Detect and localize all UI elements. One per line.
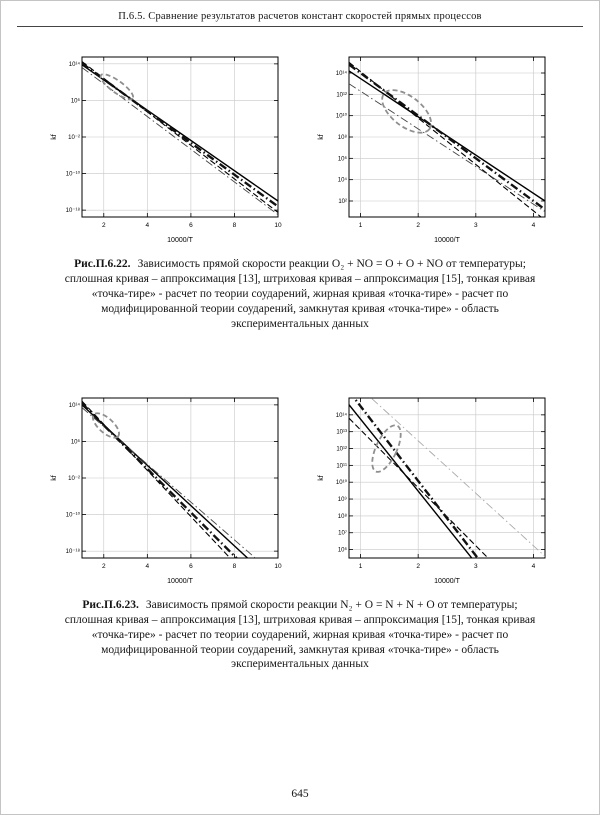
svg-text:10¹²: 10¹²: [336, 92, 347, 99]
figure-p-6-23: [1, 390, 599, 673]
svg-text:10¹²: 10¹²: [336, 446, 347, 453]
chart-n2-o-narrow-range: [315, 390, 552, 586]
svg-text:4: 4: [531, 222, 536, 229]
figure-caption-text: Зависимость прямой скорости реакции N₂ + O = N + N + O от температуры; сплошная кривая – аппроксимация [13], штриховая кривая – аппроксимация [15], тонкая кривая «точка-тире» - расчет по теории соударений, жирная кривая «точка-тире» - расчет по модифицированной теории соударений, замкнутая кривая «точка-тире» - область экспериментальных данных: [64, 598, 536, 671]
svg-text:kf: kf: [318, 134, 325, 140]
svg-text:10⁸: 10⁸: [337, 513, 347, 520]
svg-text:3: 3: [474, 222, 478, 229]
svg-text:4: 4: [531, 562, 536, 570]
svg-text:10⁶: 10⁶: [70, 98, 80, 105]
svg-text:2: 2: [416, 222, 420, 229]
svg-text:6: 6: [189, 562, 193, 570]
svg-text:10⁻¹⁸: 10⁻¹⁸: [65, 548, 80, 555]
figure-caption-p-6-22: [59, 257, 541, 332]
svg-text:10¹⁴: 10¹⁴: [335, 412, 347, 419]
figure-p-6-22: [1, 49, 599, 332]
svg-text:10⁷: 10⁷: [338, 530, 347, 537]
svg-text:4: 4: [145, 222, 150, 229]
svg-text:10¹³: 10¹³: [336, 429, 347, 436]
svg-text:4: 4: [145, 562, 150, 570]
page-footer: [1, 788, 599, 800]
svg-text:kf: kf: [318, 474, 325, 481]
svg-text:10000/T: 10000/T: [167, 237, 193, 244]
svg-text:10000/T: 10000/T: [167, 577, 193, 585]
svg-text:3: 3: [474, 562, 478, 570]
svg-text:10000/T: 10000/T: [434, 577, 460, 585]
svg-text:10¹⁴: 10¹⁴: [68, 402, 80, 409]
page-header: [1, 1, 599, 27]
svg-text:10⁻¹⁸: 10⁻¹⁸: [65, 208, 80, 215]
header-rule: [17, 26, 583, 27]
svg-text:kf: kf: [51, 134, 58, 140]
svg-text:kf: kf: [51, 474, 58, 481]
svg-text:1: 1: [358, 562, 363, 570]
svg-text:10⁶: 10⁶: [337, 156, 347, 163]
chart-o2-no-narrow-range: [315, 49, 552, 245]
svg-text:10⁶: 10⁶: [70, 439, 80, 446]
charts-row-1: [1, 49, 599, 245]
svg-text:10¹⁴: 10¹⁴: [68, 61, 80, 68]
figure-caption-text: Зависимость прямой скорости реакции O₂ + NO = O + O + NO от температуры; сплошная кривая – аппроксимация [13], штриховая кривая – аппроксимация [15], тонкая кривая «точка-тире» - расчет по теории соударений, жирная кривая «точка-тире» - расчет по модифицированной теории соударений, замкнутая кривая «точка-тире» - область экспериментальных данных: [64, 258, 536, 330]
svg-text:10⁸: 10⁸: [337, 135, 347, 141]
svg-text:10⁻¹⁰: 10⁻¹⁰: [65, 512, 80, 519]
svg-text:10⁹: 10⁹: [337, 496, 347, 503]
figure-caption-p-6-23: [59, 598, 541, 673]
svg-text:2: 2: [416, 562, 420, 570]
svg-text:10000/T: 10000/T: [434, 237, 460, 244]
charts-row-2: [1, 390, 599, 586]
figure-caption-label: Рис.П.6.23.: [82, 598, 139, 611]
svg-text:10¹⁰: 10¹⁰: [335, 479, 347, 486]
svg-text:2: 2: [101, 222, 106, 229]
figure-caption-label: Рис.П.6.22.: [74, 258, 131, 270]
chart-o2-no-wide-range: [48, 49, 285, 245]
page-number: 645: [291, 788, 309, 800]
svg-text:1: 1: [358, 222, 363, 229]
svg-text:2: 2: [101, 562, 106, 570]
svg-text:10¹⁰: 10¹⁰: [335, 113, 347, 120]
chart-n2-o-wide-range: [48, 390, 285, 586]
svg-text:8: 8: [232, 222, 237, 229]
svg-text:10⁻²: 10⁻²: [68, 475, 80, 482]
header-title: П.6.5. Сравнение результатов расчетов констант скоростей прямых процессов: [118, 11, 482, 22]
svg-text:10⁻²: 10⁻²: [68, 135, 80, 141]
svg-text:10⁶: 10⁶: [337, 547, 347, 554]
svg-text:10²: 10²: [338, 199, 347, 205]
svg-text:10⁴: 10⁴: [337, 177, 347, 184]
svg-text:10: 10: [274, 562, 282, 570]
svg-text:10¹⁴: 10¹⁴: [335, 71, 347, 77]
svg-text:6: 6: [189, 222, 193, 229]
svg-text:10⁻¹⁰: 10⁻¹⁰: [65, 171, 80, 178]
svg-text:8: 8: [232, 562, 237, 570]
svg-text:10¹¹: 10¹¹: [336, 463, 347, 470]
svg-text:10: 10: [274, 222, 282, 229]
